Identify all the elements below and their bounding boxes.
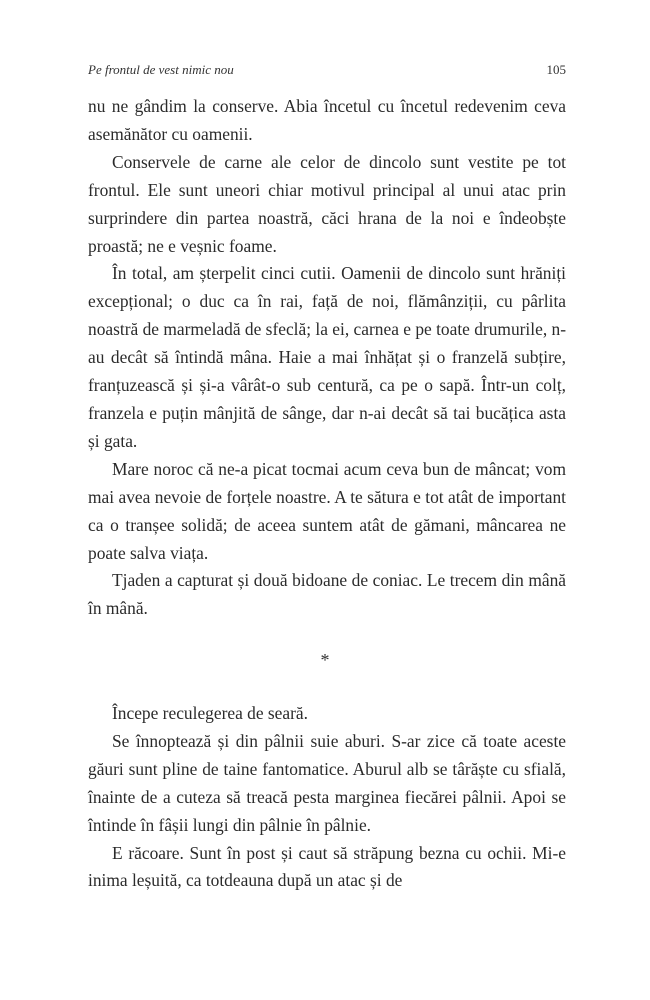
section-separator: * [320,650,330,670]
paragraph: În total, am șterpelit cinci cutii. Oamenii de dincolo sunt hrăniți excepțional; o duc ca în rai, față de noi, flămânziții, cu pârlita noastră de marmeladă de sfeclă; la ei, carnea e pe toate drumurile, n-au decât să întindă mâna. Haie a mai înhățat și o franzelă subțire, franțuzească și și-a vârât-o sub centură, ca pe o sapă. Într-un colț, franzela e puțin mânjită de sânge, dar n-ai decât să tai bucățica asta și gata. [88,263,566,451]
paragraph: Se înnoptează și din pâlnii suie aburi. S-ar zice că toate aceste găuri sunt pline de taine fantomatice. Aburul alb se târăște cu sfială, înainte de a cuteza să treacă pesta marginea fiecărei pâlnii. Apoi se întinde în fâșii lungi din pâlnie în pâlnie. [88,730,566,835]
paragraph: nu ne gândim la conserve. Abia încetul cu încetul redevenim ceva asemănător cu oamenii. [88,96,566,144]
paragraph: Începe reculegerea de seară. [112,703,308,723]
text-section-1 [88,93,566,623]
paragraph: E răcoare. Sunt în post și caut să străpung bezna cu ochii. Mi-e inima leșuită, ca totdeauna după un atac și de [88,842,566,891]
page-number: 105 [546,62,566,77]
paragraph: Mare noroc că ne-a picat tocmai acum ceva bun de mâncat; vom mai avea nevoie de forțele noastre. A te sătura e tot atât de important ca o tranșee solidă; de aceea suntem atât de gămani, mâncarea ne poate salva viața. [88,458,566,563]
paragraph: Tjaden a capturat și două bidoane de coniac. Le trecem din mână în mână. [88,570,566,619]
text-section-2 [88,700,566,895]
paragraph: Conservele de carne ale celor de dincolo sunt vestite pe tot frontul. Ele sunt uneori chiar motivul principal al unui atac prin surprindere din partea noastră, căci hrana de la noi e îndeobște proastă; ne e veșnic foame. [88,151,566,256]
running-title: Pe frontul de vest nimic nou [88,62,234,77]
running-header [88,62,566,82]
